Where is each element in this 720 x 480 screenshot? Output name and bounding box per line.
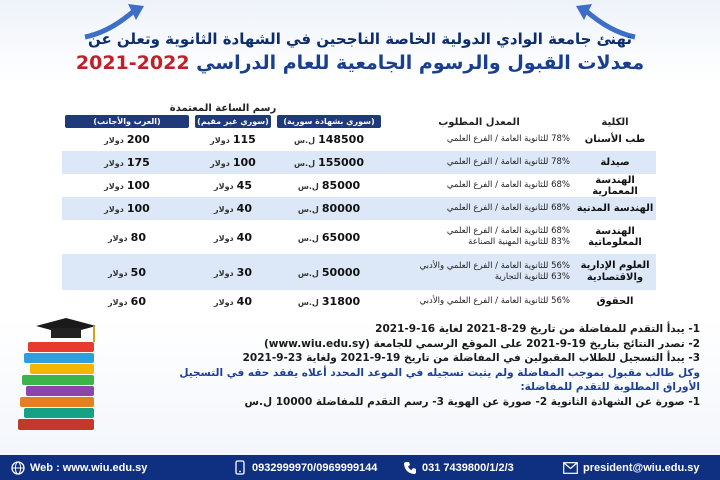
footer-web	[10, 460, 147, 475]
required-cell: 56% للثانوية العامة / الفرع العلمي والأدبي 63% للثانوية التجارية	[419, 261, 570, 282]
fee-nonresident-cell: 40 دولار	[214, 202, 252, 215]
note-warning: وكل طالب مقبول بموجب المفاضلة ولم يثبت تسجيله في الموعد المحدد أعلاه يفقد حقه في التسجيل	[179, 366, 700, 379]
note-documents-heading: الأوراق المطلوبة للتقدم للمفاضلة:	[520, 381, 700, 393]
table-row	[62, 151, 656, 174]
fee-syrian-cell: 65000 ل.س	[297, 230, 361, 244]
required-cell: 68% للثانوية العامة / الفرع العلمي	[446, 203, 570, 213]
required-cell: 68% للثانوية العامة / الفرع العلمي	[446, 180, 570, 190]
faculty-cell: طب الأسنان	[584, 134, 646, 145]
table-row	[62, 220, 656, 254]
faculty-cell: الهندسة المعمارية	[592, 174, 638, 197]
required-cell: 78% للثانوية العامة / الفرع العلمي	[446, 157, 570, 167]
header-congrats: تهنئ جامعة الوادي الدولية الخاصة الناجحين في الشهادة الثانوية وتعلن عن	[87, 30, 633, 48]
footer-web-link[interactable]: Web : www.wiu.edu.sy	[30, 461, 148, 474]
fee-nonresident-cell: 30 دولار	[214, 265, 252, 279]
footer-mobile-numbers: 0932999970/0969999144	[252, 461, 378, 474]
col-nonresident-header: (سوري غير مقيم)	[192, 114, 274, 128]
col-faculty-header: الكلية	[601, 117, 629, 128]
col-syrian-cert-header: (سوري بشهادة سورية)	[274, 114, 384, 128]
fee-syrian-cell: 85000 ل.س	[297, 179, 361, 192]
footer-phone	[402, 460, 514, 475]
email-icon	[563, 460, 578, 475]
footer-bar	[0, 455, 720, 480]
table-row	[62, 128, 656, 151]
required-cell: 78% للثانوية العامة / الفرع العلمي	[446, 134, 570, 144]
footer-email-link[interactable]: president@wiu.edu.sy	[583, 461, 700, 474]
faculty-cell: الحقوق	[596, 296, 634, 307]
table-row	[62, 197, 656, 220]
notes-section	[100, 322, 700, 409]
phone-icon	[402, 460, 417, 475]
table-row	[62, 174, 656, 197]
note-documents-list: 1- صورة عن الشهادة الثانوية 2- صورة عن الهوية 3- رسم التقدم للمفاضلة 10000 ل.س	[244, 395, 700, 408]
header-year: 2022-2021	[75, 52, 190, 74]
col-fees-group-header: رسم الساعة المعتمدة	[169, 103, 277, 114]
fee-foreign-cell: 50 دولار	[108, 265, 146, 279]
header-title-text: معدلات القبول والرسوم الجامعية للعام الدراسي	[189, 52, 645, 74]
fee-nonresident-cell: 40 دولار	[214, 230, 252, 244]
books-graduation-illustration	[6, 318, 101, 438]
fee-foreign-cell: 80 دولار	[108, 230, 146, 244]
footer-phone-numbers: 031 7439800/1/2/3	[422, 461, 514, 474]
table-row	[62, 290, 656, 313]
footer-mobile	[232, 460, 377, 475]
globe-icon	[10, 460, 25, 475]
fee-foreign-cell: 60 دولار	[108, 295, 146, 308]
faculty-cell: الهندسة المعلوماتية	[588, 226, 642, 248]
col-required-header: المعدل المطلوب	[438, 117, 520, 128]
required-cell: 56% للثانوية العامة / الفرع العلمي والأدبي	[419, 296, 570, 306]
fee-foreign-cell: 100 دولار	[104, 179, 150, 192]
fee-nonresident-cell: 40 دولار	[214, 295, 252, 308]
mobile-phone-icon	[232, 460, 247, 475]
fee-foreign-cell: 100 دولار	[104, 202, 150, 215]
fee-nonresident-cell: 45 دولار	[214, 179, 252, 192]
note-results-date: 2- تصدر النتائج بتاريخ 19-9-2021 على الموقع الرسمي للجامعة (www.wiu.edu.sy)	[263, 337, 700, 350]
fee-nonresident-cell: 115 دولار	[210, 133, 256, 146]
note-registration-dates: 3- يبدأ التسجيل للطلاب المقبولين في المفاضلة من تاريخ 19-9-2021 ولغاية 23-9-2021	[242, 352, 700, 364]
table-row	[62, 254, 656, 290]
fee-syrian-cell: 50000 ل.س	[297, 265, 361, 279]
fee-syrian-cell: 148500 ل.س	[294, 133, 364, 146]
faculty-cell: العلوم الإدارية والاقتصادية	[580, 260, 650, 283]
footer-email	[563, 460, 699, 475]
fee-syrian-cell: 31800 ل.س	[297, 295, 361, 308]
fee-foreign-cell: 200 دولار	[104, 133, 150, 146]
header-title	[0, 50, 720, 76]
fee-foreign-cell: 175 دولار	[104, 156, 150, 169]
admissions-table	[62, 100, 656, 313]
note-apply-dates: 1- يبدأ التقدم للمفاضلة من تاريخ 29-8-2021 لغاية 16-9-2021	[375, 323, 700, 335]
col-foreign-header: (العرب والأجانب)	[62, 114, 192, 128]
required-cell: 68% للثانوية العامة / الفرع العلمي 83% للثانوية المهنية الصناعة	[446, 226, 570, 247]
faculty-cell: الهندسة المدنية	[576, 203, 654, 214]
faculty-cell: صيدلة	[600, 157, 630, 168]
fee-syrian-cell: 155000 ل.س	[294, 156, 364, 169]
header	[0, 28, 720, 76]
fee-syrian-cell: 80000 ل.س	[297, 202, 361, 215]
fee-nonresident-cell: 100 دولار	[210, 156, 256, 169]
